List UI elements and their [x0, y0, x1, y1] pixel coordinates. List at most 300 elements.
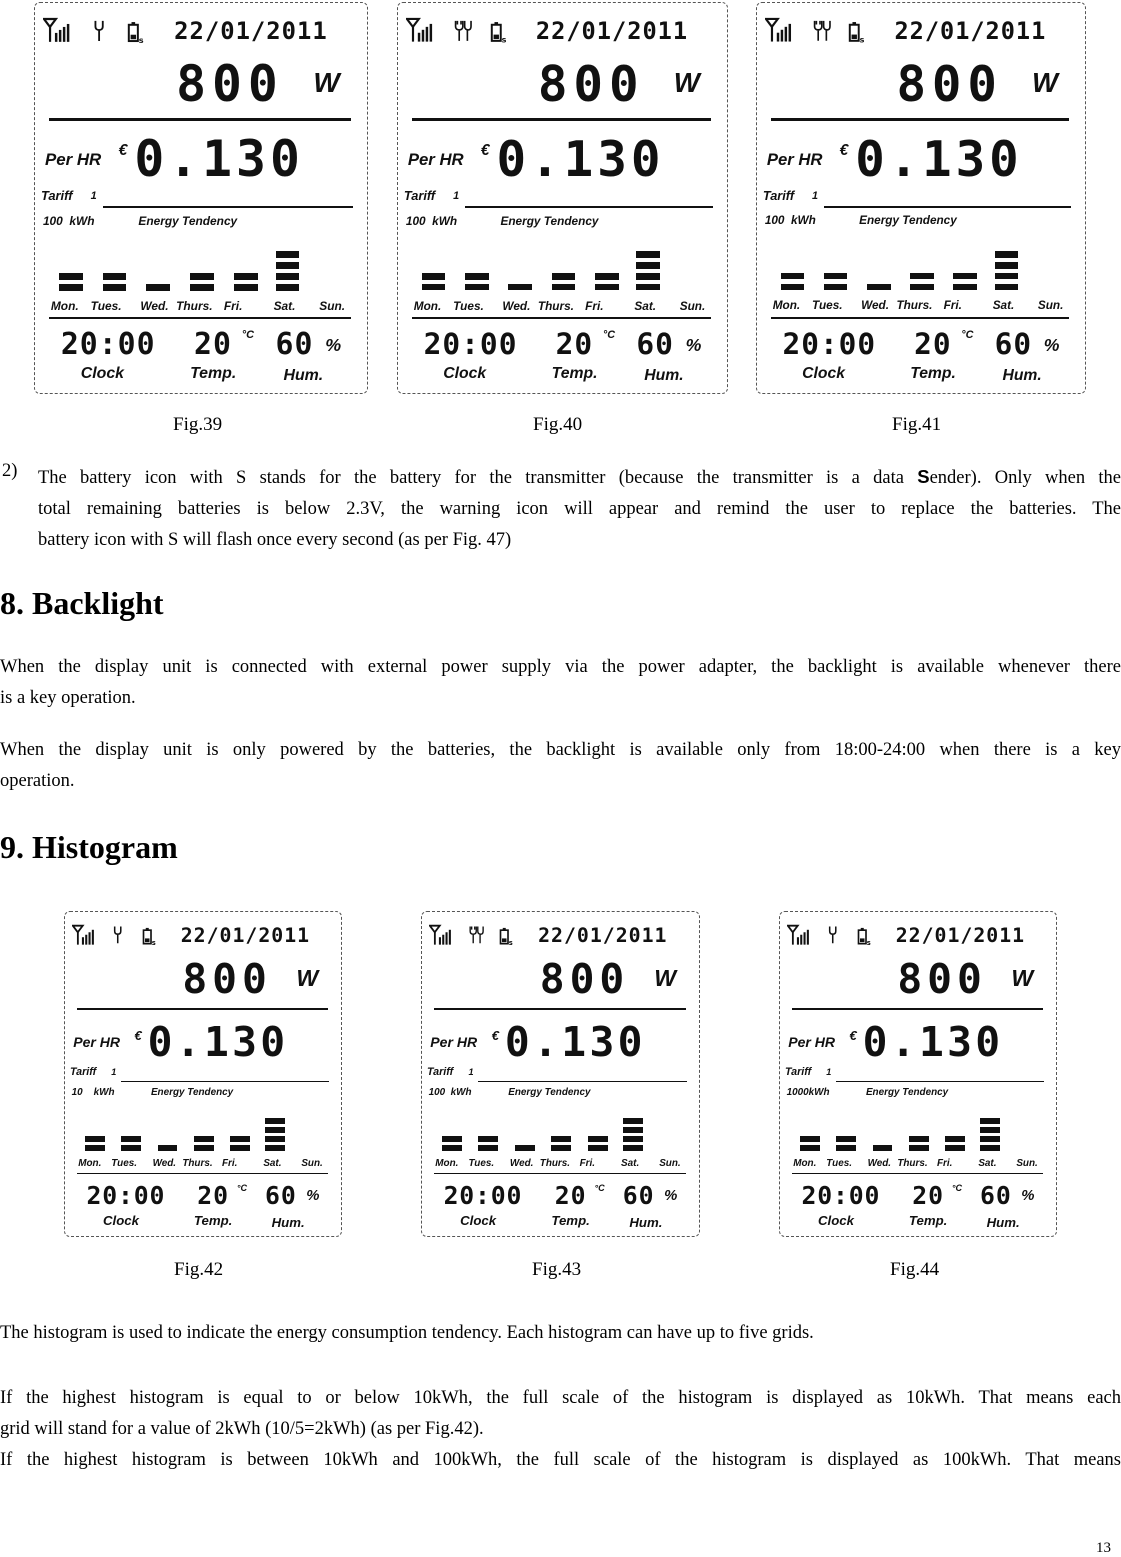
histogram-bar-segment: [234, 273, 258, 280]
lcd-day-label: Thurs.: [182, 1158, 213, 1170]
lcd-currency-symbol: €: [480, 142, 490, 160]
histogram-bar-segment: [636, 251, 660, 258]
lcd-temp-unit: °C: [236, 1183, 248, 1194]
lcd-figure: [34, 2, 368, 394]
lcd-divider: [49, 118, 351, 120]
histogram-p2-line1: If the highest histogram is equal to or below 10kWh, the full scale of the histogram is displayed as 10kWh. That means each: [0, 1388, 1121, 1408]
lcd-scale-label: 100 kWh: [764, 213, 816, 227]
lcd-currency-symbol: €: [134, 1027, 142, 1043]
histogram-bar-segment: [945, 1145, 965, 1151]
histogram-bar-segment: [85, 1136, 105, 1142]
lcd-cost-value: 0.130: [862, 1017, 1004, 1066]
lcd-temp-unit: °C: [602, 329, 616, 342]
histogram-bar-segment: [623, 1145, 643, 1151]
page-number: 13: [1096, 1540, 1111, 1556]
histogram-paragraph-1: [0, 1318, 1121, 1349]
lcd-hum-unit: %: [685, 335, 702, 356]
backlight-p2-line2: operation.: [0, 771, 75, 791]
lcd-clock-label: Clock: [460, 1212, 497, 1228]
histogram-bar-segment: [103, 284, 127, 291]
histogram-bar-segment: [508, 284, 532, 291]
lcd-tariff-number: 1: [111, 1067, 117, 1078]
lcd-figure: [421, 911, 700, 1237]
lcd-day-label: Mon.: [793, 1158, 817, 1170]
lcd-hum-label: Hum.: [283, 367, 324, 385]
item-2-line3: battery icon with S will flash once every second (as per Fig. 47): [38, 530, 512, 550]
lcd-divider: [824, 206, 1071, 208]
histogram-bar-segment: [953, 284, 977, 291]
lcd-date: 22/01/2011: [895, 923, 1026, 947]
lcd-energy-tendency-label: Energy Tendency: [138, 213, 238, 228]
lcd-power-unit: W: [654, 964, 677, 991]
histogram-bar-segment: [276, 251, 300, 258]
lcd-day-label: Mon.: [772, 299, 801, 313]
lcd-hum-value: 60: [994, 327, 1033, 362]
signal-icon: [43, 17, 73, 43]
lcd-scale-label: 10 kWh: [71, 1087, 115, 1099]
svg-text:s: s: [151, 939, 156, 947]
histogram-bar-segment: [800, 1145, 820, 1151]
histogram-bar-segment: [588, 1136, 608, 1142]
battery-s-icon: [127, 21, 147, 45]
lcd-energy-tendency-label: Energy Tendency: [859, 213, 957, 227]
lcd-divider: [412, 317, 711, 318]
lcd-day-label: Sun.: [1037, 299, 1064, 313]
histogram-bar-segment: [636, 262, 660, 269]
lcd-clock-label: Clock: [103, 1212, 139, 1228]
lcd-day-label: Fri.: [223, 299, 243, 314]
lcd-day-label: Wed.: [502, 299, 531, 314]
figure-caption: Fig.44: [890, 1259, 940, 1280]
histogram-bar-segment: [422, 284, 446, 291]
histogram-bar-segment: [551, 1145, 571, 1151]
battery-s-icon: [142, 927, 159, 947]
lcd-power-unit: W: [1011, 964, 1034, 991]
lcd-energy-tendency-label: Energy Tendency: [865, 1087, 949, 1099]
lcd-day-label: Thurs.: [537, 299, 574, 314]
lcd-temp-label: Temp.: [551, 1212, 590, 1228]
single-plug-icon: [91, 19, 111, 43]
lcd-tariff-number: 1: [453, 190, 460, 203]
lcd-clock-value: 20:00: [443, 1181, 523, 1211]
lcd-per-hr-label: Per HR: [430, 1034, 478, 1051]
lcd-temp-value: 20: [197, 1181, 230, 1211]
dual-plug-icon: [453, 19, 473, 43]
histogram-bar-segment: [230, 1136, 250, 1142]
lcd-clock-label: Clock: [443, 365, 487, 383]
lcd-divider: [836, 1081, 1044, 1083]
lcd-temp-unit: °C: [951, 1183, 963, 1194]
lcd-power-value: 800: [182, 954, 272, 1003]
histogram-bar-segment: [422, 273, 446, 280]
figure-caption: Fig.39: [173, 414, 223, 435]
svg-text:s: s: [859, 35, 865, 45]
lcd-temp-label: Temp.: [908, 1212, 948, 1228]
histogram-bar-segment: [824, 273, 848, 280]
lcd-day-label: Fri.: [937, 1158, 953, 1170]
histogram-p1: The histogram is used to indicate the energy consumption tendency. Each histogram can have up to five grids.: [0, 1323, 814, 1343]
figure-caption: Fig.41: [892, 414, 942, 435]
lcd-hum-label: Hum.: [271, 1214, 305, 1230]
histogram-bar-segment: [995, 273, 1019, 280]
lcd-day-label: Tues.: [90, 299, 122, 314]
item-2-text: [38, 461, 1121, 556]
section-title: Backlight: [32, 585, 164, 621]
lcd-energy-tendency-label: Energy Tendency: [508, 1087, 591, 1099]
backlight-paragraph-2: [0, 735, 1121, 797]
lcd-currency-symbol: €: [491, 1027, 500, 1043]
lcd-temp-label: Temp.: [910, 365, 956, 383]
lcd-per-hr-label: Per HR: [73, 1034, 121, 1051]
lcd-clock-value: 20:00: [423, 327, 518, 362]
lcd-divider: [771, 118, 1070, 120]
list-number: 2): [2, 461, 18, 481]
lcd-power-value: 800: [176, 54, 284, 113]
svg-text:s: s: [508, 939, 513, 947]
lcd-date: 22/01/2011: [538, 923, 668, 947]
histogram-bar-segment: [623, 1127, 643, 1133]
section-number: 9.: [0, 829, 24, 865]
item-2-line2: total remaining batteries is below 2.3V, the warning icon will appear and remind the user to replace the batteries. The: [38, 499, 1121, 519]
signal-icon: [72, 924, 97, 945]
histogram-bar-segment: [276, 273, 300, 280]
lcd-day-label: Mon.: [435, 1158, 459, 1170]
lcd-divider: [478, 1081, 687, 1083]
lcd-tariff-label: Tariff: [40, 188, 73, 204]
histogram-bar-segment: [910, 284, 934, 291]
lcd-day-label: Thurs.: [539, 1158, 571, 1170]
histogram-bar-segment: [980, 1118, 1000, 1124]
lcd-scale-label: 100 kWh: [42, 213, 95, 228]
battery-s-icon: [848, 21, 868, 45]
histogram-bar-segment: [623, 1136, 643, 1142]
lcd-day-label: Sat.: [621, 1158, 640, 1170]
histogram-bar-segment: [121, 1136, 141, 1142]
lcd-currency-symbol: €: [849, 1027, 857, 1043]
lcd-temp-value: 20: [912, 1181, 945, 1211]
item-2-line1-end: ender). Only when the: [929, 468, 1121, 488]
battery-s-icon: [857, 927, 874, 947]
lcd-temp-unit: °C: [594, 1183, 605, 1194]
histogram-bar-segment: [465, 284, 489, 291]
svg-text:s: s: [866, 939, 871, 947]
histogram-bar-segment: [265, 1136, 285, 1142]
histogram-bar-segment: [995, 284, 1019, 291]
backlight-p1-line1: When the display unit is connected with external power supply via the power adapter, the backlight is available whenever there: [0, 657, 1121, 677]
lcd-day-label: Wed.: [140, 299, 169, 314]
histogram-bar-segment: [995, 262, 1019, 269]
histogram-bar-segment: [121, 1145, 141, 1151]
histogram-bar-segment: [265, 1127, 285, 1133]
lcd-hum-value: 60: [264, 1181, 297, 1211]
histogram-bar-segment: [194, 1136, 214, 1142]
lcd-divider: [412, 118, 711, 120]
histogram-bar-segment: [276, 262, 300, 269]
lcd-hum-unit: %: [1021, 1188, 1035, 1205]
lcd-day-label: Fri.: [943, 299, 962, 313]
lcd-tariff-label: Tariff: [784, 1065, 812, 1078]
lcd-divider: [121, 1081, 329, 1083]
lcd-divider: [771, 317, 1070, 318]
lcd-per-hr-label: Per HR: [766, 150, 823, 170]
lcd-tariff-label: Tariff: [426, 1065, 454, 1078]
histogram-bar-segment: [909, 1136, 929, 1142]
item-2-bold-s: S: [917, 466, 930, 487]
lcd-currency-symbol: €: [118, 142, 128, 160]
lcd-hum-unit: %: [306, 1188, 320, 1205]
lcd-hum-value: 60: [636, 327, 674, 362]
lcd-divider: [77, 1173, 328, 1174]
lcd-day-label: Sun.: [319, 299, 346, 314]
lcd-day-label: Fri.: [222, 1158, 238, 1170]
histogram-bar-segment: [995, 251, 1019, 258]
histogram-bar-segment: [442, 1136, 462, 1142]
histogram-bar-segment: [588, 1145, 608, 1151]
histogram-bar-segment: [442, 1145, 462, 1151]
lcd-day-label: Tues.: [826, 1158, 852, 1170]
lcd-day-label: Sat.: [992, 299, 1015, 313]
lcd-hum-value: 60: [979, 1181, 1012, 1211]
lcd-temp-label: Temp.: [551, 365, 598, 383]
lcd-cost-value: 0.130: [855, 130, 1023, 189]
signal-icon: [429, 924, 454, 945]
lcd-figure: [397, 2, 728, 394]
histogram-bar-segment: [265, 1145, 285, 1151]
histogram-bar-segment: [824, 284, 848, 291]
lcd-hum-label: Hum.: [629, 1214, 663, 1230]
lcd-power-value: 800: [537, 54, 645, 113]
backlight-p1-line2: is a key operation.: [0, 688, 136, 708]
single-plug-icon: [111, 925, 128, 945]
backlight-p2-line1: When the display unit is only powered by the batteries, the backlight is available only from 18:00-24:00 when there is a key: [0, 740, 1121, 760]
histogram-bar-segment: [873, 1145, 893, 1151]
histogram-p3-line1: If the highest histogram is between 10kWh and 100kWh, the full scale of the histogram is displayed as 100kWh. That means: [0, 1450, 1121, 1470]
lcd-power-value: 800: [539, 954, 630, 1003]
lcd-day-label: Thurs.: [176, 299, 213, 314]
histogram-bar-segment: [478, 1136, 498, 1142]
lcd-day-label: Wed.: [867, 1158, 892, 1170]
lcd-scale-label: 1000kWh: [786, 1087, 830, 1099]
lcd-day-label: Sun.: [301, 1158, 323, 1170]
lcd-power-unit: W: [296, 964, 319, 991]
histogram-paragraph-2: [0, 1383, 1121, 1476]
lcd-energy-tendency-label: Energy Tendency: [150, 1087, 234, 1099]
histogram-bar-segment: [515, 1145, 535, 1151]
lcd-tariff-number: 1: [811, 190, 818, 203]
lcd-day-label: Tues.: [111, 1158, 137, 1170]
backlight-paragraph-1: [0, 652, 1121, 714]
histogram-bar-segment: [910, 273, 934, 280]
histogram-bar-segment: [953, 273, 977, 280]
lcd-scale-label: 100 kWh: [428, 1087, 472, 1099]
lcd-day-label: Tues.: [811, 299, 843, 313]
lcd-energy-tendency-label: Energy Tendency: [500, 213, 599, 228]
lcd-hum-label: Hum.: [644, 367, 684, 385]
lcd-per-hr-label: Per HR: [788, 1034, 836, 1051]
histogram-bar-segment: [190, 284, 214, 291]
lcd-tariff-number: 1: [826, 1067, 832, 1078]
lcd-cost-value: 0.130: [504, 1017, 646, 1066]
lcd-day-label: Tues.: [453, 299, 484, 314]
histogram-bar-segment: [636, 284, 660, 291]
histogram-bar-segment: [781, 284, 805, 291]
lcd-hum-unit: %: [664, 1188, 678, 1205]
lcd-tariff-label: Tariff: [403, 188, 436, 204]
item-2-line1: The battery icon with S stands for the battery for the transmitter (because the transmitter is a data: [38, 468, 918, 488]
dual-plug-icon: [468, 925, 485, 945]
lcd-clock-value: 20:00: [60, 327, 156, 363]
histogram-bar-segment: [59, 284, 83, 291]
histogram-bar-segment: [190, 273, 214, 280]
battery-s-icon: [499, 927, 516, 947]
lcd-clock-label: Clock: [818, 1212, 854, 1228]
histogram-bar-segment: [234, 284, 258, 291]
histogram-bar-segment: [980, 1145, 1000, 1151]
lcd-hum-unit: %: [1043, 335, 1060, 356]
lcd-power-value: 800: [896, 54, 1003, 113]
histogram-bar-segment: [836, 1145, 856, 1151]
lcd-tariff-label: Tariff: [762, 188, 795, 204]
histogram-bar-segment: [980, 1127, 1000, 1133]
section-heading: [0, 829, 178, 866]
lcd-day-label: Sun.: [1016, 1158, 1038, 1170]
signal-icon: [765, 17, 794, 43]
lcd-temp-value: 20: [555, 327, 594, 362]
lcd-day-label: Sun.: [659, 1158, 681, 1170]
lcd-divider: [792, 1173, 1043, 1174]
lcd-day-label: Mon.: [50, 299, 79, 314]
lcd-figure: [756, 2, 1086, 394]
histogram-bar-segment: [781, 273, 805, 280]
lcd-date: 22/01/2011: [174, 16, 328, 45]
histogram-bar-segment: [595, 273, 619, 280]
histogram-bar-segment: [478, 1145, 498, 1151]
lcd-temp-label: Temp.: [190, 365, 237, 383]
lcd-cost-value: 0.130: [147, 1017, 289, 1066]
section-heading: [0, 585, 164, 622]
lcd-divider: [434, 1008, 686, 1010]
lcd-date: 22/01/2011: [535, 16, 689, 45]
lcd-date: 22/01/2011: [894, 16, 1047, 45]
lcd-power-unit: W: [673, 66, 700, 98]
histogram-bar-segment: [623, 1118, 643, 1124]
lcd-cost-value: 0.130: [496, 130, 665, 189]
signal-icon: [787, 924, 812, 945]
lcd-day-label: Sat.: [273, 299, 296, 314]
lcd-divider: [434, 1173, 686, 1174]
lcd-divider: [77, 1008, 328, 1010]
lcd-currency-symbol: €: [839, 142, 849, 160]
histogram-bar-segment: [265, 1118, 285, 1124]
dual-plug-icon: [812, 19, 832, 43]
lcd-figure: [779, 911, 1057, 1237]
lcd-temp-label: Temp.: [193, 1212, 233, 1228]
lcd-divider: [792, 1008, 1043, 1010]
lcd-hum-label: Hum.: [986, 1214, 1020, 1230]
histogram-bar-segment: [800, 1136, 820, 1142]
lcd-per-hr-label: Per HR: [44, 150, 102, 170]
lcd-day-label: Fri.: [579, 1158, 595, 1170]
histogram-p2-line2: grid will stand for a value of 2kWh (10/5=2kWh) (as per Fig.42).: [0, 1419, 484, 1439]
lcd-clock-label: Clock: [802, 365, 845, 383]
lcd-day-label: Thurs.: [897, 1158, 928, 1170]
lcd-day-label: Sun.: [679, 299, 706, 314]
lcd-hum-label: Hum.: [1002, 367, 1042, 385]
histogram-bar-segment: [194, 1145, 214, 1151]
lcd-tariff-number: 1: [90, 190, 97, 203]
lcd-power-value: 800: [897, 954, 987, 1003]
svg-text:s: s: [501, 35, 507, 45]
lcd-divider: [465, 206, 713, 208]
lcd-divider: [49, 317, 351, 318]
histogram-bar-segment: [146, 284, 170, 291]
histogram-bar-segment: [276, 284, 300, 291]
lcd-day-label: Fri.: [585, 299, 604, 314]
histogram-bar-segment: [945, 1136, 965, 1142]
lcd-day-label: Mon.: [78, 1158, 102, 1170]
histogram-bar-segment: [909, 1145, 929, 1151]
lcd-temp-value: 20: [914, 327, 952, 362]
histogram-bar-segment: [552, 273, 576, 280]
lcd-per-hr-label: Per HR: [407, 150, 464, 170]
lcd-tariff-label: Tariff: [69, 1065, 97, 1078]
histogram-bar-segment: [636, 273, 660, 280]
histogram-bar-segment: [980, 1136, 1000, 1142]
svg-text:s: s: [139, 34, 145, 45]
battery-s-icon: [490, 21, 510, 45]
histogram-bar-segment: [465, 273, 489, 280]
histogram-bar-segment: [158, 1145, 178, 1151]
lcd-temp-unit: °C: [241, 329, 255, 342]
lcd-scale-label: 100 kWh: [405, 213, 458, 228]
histogram-bar-segment: [595, 284, 619, 291]
lcd-day-label: Wed.: [861, 299, 889, 313]
lcd-hum-unit: %: [325, 335, 342, 356]
single-plug-icon: [826, 925, 843, 945]
lcd-clock-label: Clock: [80, 365, 124, 383]
lcd-day-label: Wed.: [509, 1158, 534, 1170]
figure-caption: Fig.42: [174, 1259, 224, 1280]
lcd-clock-value: 20:00: [86, 1181, 166, 1211]
lcd-day-label: Wed.: [152, 1158, 177, 1170]
histogram-bar-segment: [552, 284, 576, 291]
lcd-power-unit: W: [1031, 66, 1058, 98]
lcd-figure: [64, 911, 342, 1237]
histogram-bar-segment: [59, 273, 83, 280]
lcd-date: 22/01/2011: [180, 923, 311, 947]
lcd-hum-value: 60: [622, 1181, 655, 1211]
histogram-bar-segment: [836, 1136, 856, 1142]
section-title: Histogram: [32, 829, 178, 865]
lcd-divider: [103, 206, 353, 208]
lcd-cost-value: 0.130: [134, 130, 304, 189]
lcd-day-label: Thurs.: [896, 299, 933, 313]
lcd-day-label: Sat.: [634, 299, 657, 314]
histogram-bar-segment: [230, 1145, 250, 1151]
lcd-temp-value: 20: [554, 1181, 587, 1211]
histogram-bar-segment: [551, 1136, 571, 1142]
lcd-temp-unit: °C: [961, 329, 974, 342]
lcd-hum-value: 60: [275, 327, 314, 363]
lcd-clock-value: 20:00: [801, 1181, 881, 1211]
histogram-bar-segment: [867, 284, 891, 291]
signal-icon: [406, 17, 436, 43]
histogram-bar-segment: [85, 1145, 105, 1151]
lcd-day-label: Sat.: [978, 1158, 997, 1170]
lcd-clock-value: 20:00: [782, 327, 877, 362]
lcd-day-label: Mon.: [413, 299, 442, 314]
lcd-day-label: Sat.: [263, 1158, 282, 1170]
